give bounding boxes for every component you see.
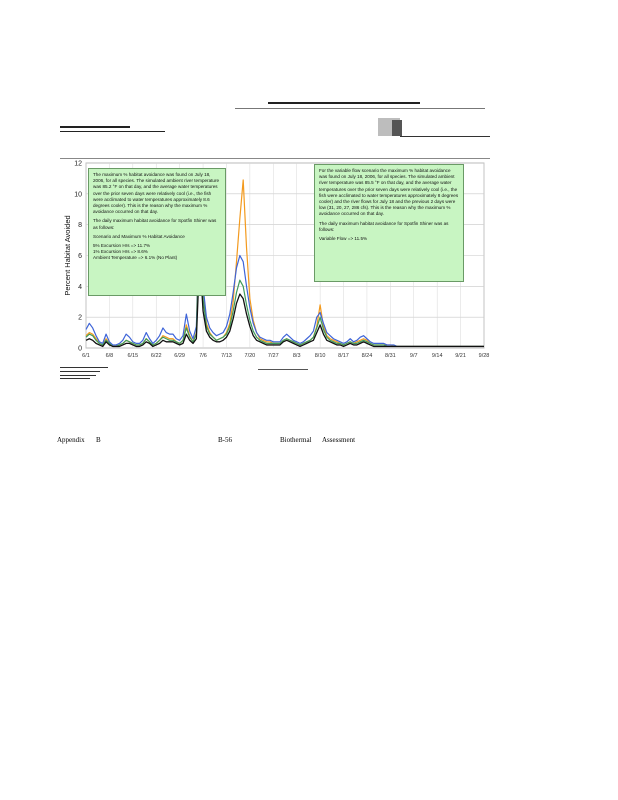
- legend-rule: [60, 378, 90, 379]
- x-tick-label: 8/3: [292, 353, 301, 359]
- legend-rule: [258, 369, 308, 370]
- x-tick-label: 6/22: [150, 353, 162, 359]
- legend-rule: [60, 367, 108, 368]
- x-tick-label: 7/6: [199, 353, 207, 359]
- x-tick-label: 7/20: [244, 353, 256, 359]
- header-rule: [400, 136, 490, 137]
- legend-rule: [60, 371, 100, 372]
- annotation-text: 5% Excursion Hrs => 11.7%: [93, 243, 151, 249]
- x-tick-label: 8/31: [384, 353, 396, 359]
- header-text-line: [60, 126, 130, 128]
- header-text-line: [235, 108, 485, 109]
- x-tick-label: 7/13: [221, 353, 232, 359]
- footer-letter: B: [96, 436, 101, 444]
- annotation-text: For the variable flow scenario the maximum % habitat avoidance was found on July 18, 2006, for all species. The simulated ambient river temperature was 85.5 °F on that day, and the average water temperatures over the prior seven days were relatively cool (i.e., the fish were acclimated to water temperatures approximately 8 degrees cooler) and the river flows for July 18 and the previous 2 days were low (31, 20, 27, 286 cfs). This is the reason why the maximum % avoidance occurred on that day.: [319, 168, 459, 217]
- header-text-line: [60, 131, 165, 132]
- y-tick-label: 12: [74, 160, 82, 168]
- x-tick-label: 9/14: [431, 353, 443, 359]
- y-tick-label: 10: [74, 191, 82, 199]
- chart-container: [60, 160, 490, 370]
- x-tick-label: 6/29: [174, 353, 186, 359]
- footer-biothermal: Biothermal: [280, 436, 312, 444]
- x-tick-label: 6/8: [105, 353, 114, 359]
- annotation-box-right: [314, 164, 464, 282]
- annotation-text: Ambient Temperature => 6.1% (No Plant): [93, 255, 178, 261]
- annotation-text: The maximum % habitat avoidance was found on July 18, 2006, for all species. The simulated ambient river temperature was 85.2 °F on that day, and the average water temperatures over the prior seven days were relatively cool (i.e., the fish were acclimated to water temperatures approximately 8.6 degrees cooler). This is the reason why the maximum % avoidance occurred on that day.: [93, 172, 220, 215]
- footer-appendix: Appendix: [57, 436, 85, 444]
- x-tick-label: 6/1: [82, 353, 90, 359]
- x-tick-label: 6/15: [127, 353, 139, 359]
- y-axis-label: Percent Habitat Avoided: [63, 215, 72, 296]
- y-tick-label: 2: [78, 314, 82, 322]
- annotation-text: The daily maximum habitat avoidance for Spotfin Shiner was as follows:: [319, 220, 449, 232]
- annotation-box-left: [88, 168, 226, 296]
- x-tick-label: 9/28: [478, 353, 490, 359]
- x-tick-label: 7/27: [267, 353, 279, 359]
- annotation-text: Scenario and Maximum % Habitat Avoidance: [93, 233, 185, 239]
- y-tick-label: 8: [78, 222, 82, 230]
- footer-assessment: Assessment: [322, 436, 356, 444]
- y-tick-label: 0: [78, 345, 82, 353]
- x-tick-label: 9/7: [409, 353, 418, 359]
- annotation-text: Variable Flow => 11.5%: [319, 236, 368, 242]
- annotation-text: 1% Excursion Hrs => 8.6%: [93, 249, 148, 255]
- x-tick-label: 8/24: [361, 353, 373, 359]
- y-tick-label: 6: [78, 253, 82, 260]
- x-tick-label: 9/21: [455, 353, 466, 359]
- y-tick-label: 4: [78, 283, 82, 291]
- footer-page-number: B-56: [218, 436, 232, 444]
- legend-rule: [60, 375, 96, 376]
- header-text-line: [268, 102, 420, 104]
- header-shaded-block: [392, 120, 402, 136]
- chart-top-rule: [60, 158, 490, 159]
- annotation-text: The daily maximum habitat avoidance for Spotfin Shiner was as follows:: [93, 218, 217, 230]
- x-tick-label: 8/10: [314, 353, 326, 359]
- x-tick-label: 8/17: [338, 353, 349, 359]
